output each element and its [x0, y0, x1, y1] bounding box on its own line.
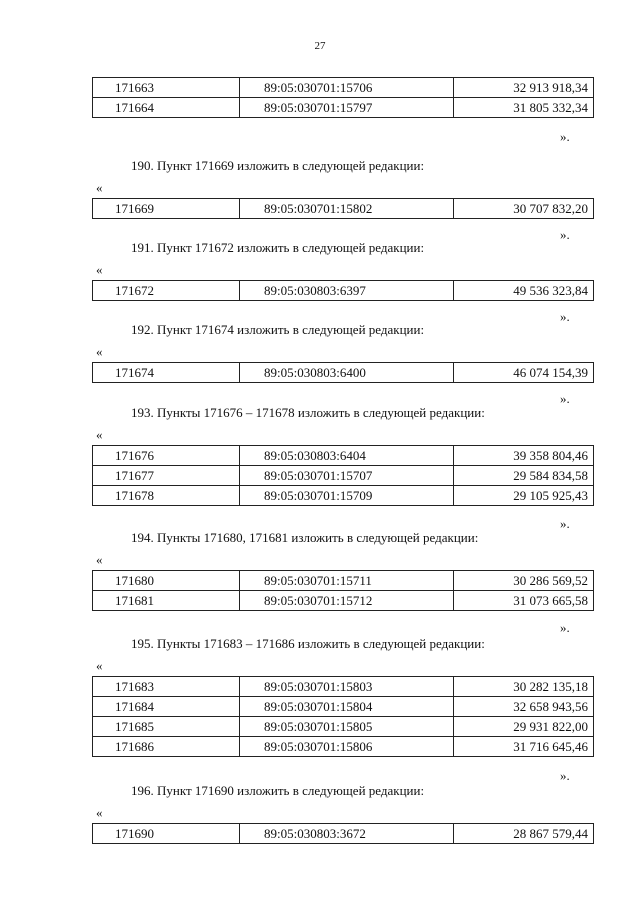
item-number-cell: 171680 [93, 571, 240, 591]
item-number-cell: 171681 [93, 591, 240, 611]
top-table [92, 77, 594, 118]
value-cell: 31 805 332,34 [454, 98, 594, 118]
section-heading: 193. Пункты 171676 – 171678 изложить в следующей редакции: [131, 405, 485, 420]
item-number-cell: 171690 [93, 824, 240, 844]
opening-quote: « [96, 427, 103, 442]
section-heading: 196. Пункт 171690 изложить в следующей редакции: [131, 783, 425, 798]
item-number-cell: 171676 [93, 446, 240, 466]
item-number-cell: 171664 [93, 98, 240, 118]
section-190-table [92, 198, 594, 219]
cadastral-number-cell: 89:05:030701:15712 [240, 591, 454, 611]
cadastral-number-cell: 89:05:030701:15711 [240, 571, 454, 591]
item-number-cell: 171678 [93, 486, 240, 506]
opening-quote: « [96, 262, 103, 277]
item-number-cell: 171683 [93, 677, 240, 697]
item-number-cell: 171674 [93, 363, 240, 383]
table-row [93, 824, 594, 844]
opening-quote: « [96, 552, 103, 567]
section-heading: 191. Пункт 171672 изложить в следующей редакции: [131, 240, 425, 255]
table-row [93, 737, 594, 757]
item-number-cell: 171663 [93, 78, 240, 98]
closing-quote: ». [560, 620, 570, 635]
opening-quote: « [96, 180, 103, 195]
cadastral-number-cell: 89:05:030701:15802 [240, 199, 454, 219]
table-row [93, 486, 594, 506]
cadastral-number-cell: 89:05:030803:3672 [240, 824, 454, 844]
section-192-table [92, 362, 594, 383]
cadastral-number-cell: 89:05:030701:15709 [240, 486, 454, 506]
closing-quote: ». [560, 227, 570, 242]
cadastral-number-cell: 89:05:030701:15805 [240, 717, 454, 737]
table-row [93, 446, 594, 466]
table-row [93, 571, 594, 591]
value-cell: 39 358 804,46 [454, 446, 594, 466]
item-number-cell: 171685 [93, 717, 240, 737]
value-cell: 31 073 665,58 [454, 591, 594, 611]
section-191-table [92, 280, 594, 301]
item-number-cell: 171686 [93, 737, 240, 757]
table-row [93, 591, 594, 611]
table-row [93, 98, 594, 118]
item-number-cell: 171672 [93, 281, 240, 301]
section-196-table [92, 823, 594, 844]
cadastral-number-cell: 89:05:030701:15797 [240, 98, 454, 118]
value-cell: 29 931 822,00 [454, 717, 594, 737]
table-row [93, 677, 594, 697]
value-cell: 32 913 918,34 [454, 78, 594, 98]
section-heading: 195. Пункты 171683 – 171686 изложить в следующей редакции: [131, 636, 485, 651]
section-194-table [92, 570, 594, 611]
section-193-table [92, 445, 594, 506]
table-row [93, 363, 594, 383]
value-cell: 32 658 943,56 [454, 697, 594, 717]
item-number-cell: 171677 [93, 466, 240, 486]
cadastral-number-cell: 89:05:030803:6397 [240, 281, 454, 301]
cadastral-number-cell: 89:05:030803:6400 [240, 363, 454, 383]
opening-quote: « [96, 344, 103, 359]
cadastral-number-cell: 89:05:030701:15803 [240, 677, 454, 697]
item-number-cell: 171669 [93, 199, 240, 219]
table-row [93, 717, 594, 737]
item-number-cell: 171684 [93, 697, 240, 717]
section-heading: 190. Пункт 171669 изложить в следующей редакции: [131, 158, 425, 173]
value-cell: 49 536 323,84 [454, 281, 594, 301]
value-cell: 30 707 832,20 [454, 199, 594, 219]
table-row [93, 466, 594, 486]
closing-quote: ». [560, 391, 570, 406]
cadastral-number-cell: 89:05:030701:15806 [240, 737, 454, 757]
section-195-table [92, 676, 594, 757]
table-row [93, 697, 594, 717]
cadastral-number-cell: 89:05:030701:15804 [240, 697, 454, 717]
closing-quote: ». [560, 129, 570, 144]
table-row [93, 78, 594, 98]
value-cell: 28 867 579,44 [454, 824, 594, 844]
value-cell: 31 716 645,46 [454, 737, 594, 757]
cadastral-number-cell: 89:05:030701:15707 [240, 466, 454, 486]
value-cell: 29 105 925,43 [454, 486, 594, 506]
opening-quote: « [96, 658, 103, 673]
table-row [93, 199, 594, 219]
cadastral-number-cell: 89:05:030701:15706 [240, 78, 454, 98]
section-heading: 192. Пункт 171674 изложить в следующей редакции: [131, 322, 425, 337]
page-number: 27 [314, 40, 326, 52]
closing-quote: ». [560, 768, 570, 783]
value-cell: 29 584 834,58 [454, 466, 594, 486]
cadastral-number-cell: 89:05:030803:6404 [240, 446, 454, 466]
value-cell: 46 074 154,39 [454, 363, 594, 383]
section-heading: 194. Пункты 171680, 171681 изложить в следующей редакции: [131, 530, 479, 545]
table-row [93, 281, 594, 301]
closing-quote: ». [560, 309, 570, 324]
opening-quote: « [96, 805, 103, 820]
value-cell: 30 286 569,52 [454, 571, 594, 591]
value-cell: 30 282 135,18 [454, 677, 594, 697]
closing-quote: ». [560, 516, 570, 531]
